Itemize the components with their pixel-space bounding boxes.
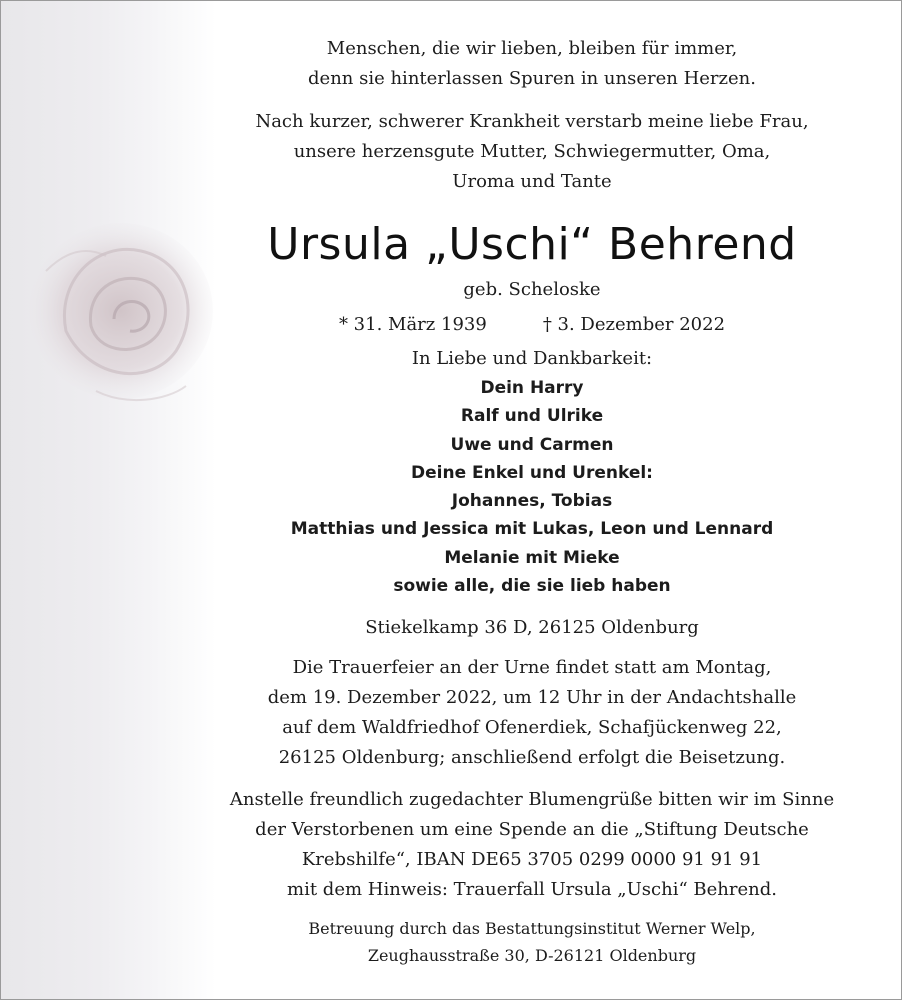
life-dates [161, 310, 902, 340]
donation-line: der Verstorbenen um eine Spende an die „Stiftung Deutsche [255, 819, 809, 841]
undertaker-line: Zeughausstraße 30, D-26121 Oldenburg [367, 946, 697, 966]
intro-line: Uroma und Tante [452, 171, 612, 192]
intro-line: unsere herzensgute Mutter, Schwiegermutter, Oma, [293, 141, 771, 162]
donation-info [161, 785, 902, 905]
donation-line: Krebshilfe“, IBAN DE65 3705 0299 0000 91 91 91 [301, 849, 763, 871]
mourner-line: Johannes, Tobias [451, 491, 613, 512]
motto-line: denn sie hinterlassen Spuren in unseren Herzen. [308, 68, 756, 89]
intro-line: Nach kurzer, schwerer Krankheit verstarb meine liebe Frau, [255, 111, 809, 132]
death-date: † 3. Dezember 2022 [542, 314, 726, 335]
mourner-line: Uwe und Carmen [450, 434, 614, 455]
donation-line: mit dem Hinweis: Trauerfall Ursula „Uschi“ Behrend. [287, 879, 777, 901]
birth-date: * 31. März 1939 [338, 314, 487, 335]
notice-text [161, 1, 902, 969]
mourners-list [161, 374, 902, 600]
mourners-intro: In Liebe und Dankbarkeit: [411, 348, 653, 369]
intro [161, 107, 902, 197]
donation-line: Anstelle freundlich zugedachter Blumengrüße bitten wir im Sinne [229, 789, 835, 811]
mourner-line: sowie alle, die sie lieb haben [393, 576, 671, 597]
funeral-line: 26125 Oldenburg; anschließend erfolgt die Beisetzung. [278, 747, 786, 769]
mourner-line: Matthias und Jessica mit Lukas, Leon und Lennard [290, 519, 774, 540]
mourner-line: Dein Harry [480, 378, 584, 398]
undertaker-line: Betreuung durch das Bestattungsinstitut Werner Welp, [308, 919, 756, 939]
deceased-name: Ursula „Uschi“ Behrend [267, 219, 797, 270]
funeral-line: auf dem Waldfriedhof Ofenerdiek, Schafjückenweg 22, [282, 717, 782, 739]
funeral-line: dem 19. Dezember 2022, um 12 Uhr in der Andachtshalle [267, 687, 797, 709]
funeral-line: Die Trauerfeier an der Urne findet statt am Montag, [292, 657, 772, 679]
mourner-line: Deine Enkel und Urenkel: [411, 462, 653, 483]
funeral-info [161, 653, 902, 773]
motto-line: Menschen, die wir lieben, bleiben für immer, [326, 38, 738, 59]
maiden-name: geb. Scheloske [463, 279, 601, 300]
motto [161, 34, 902, 94]
mourner-line: Ralf und Ulrike [460, 406, 604, 427]
undertaker-info [161, 915, 902, 969]
address: Stiekelkamp 36 D, 26125 Oldenburg [365, 617, 699, 639]
mourner-line: Melanie mit Mieke [444, 547, 620, 568]
